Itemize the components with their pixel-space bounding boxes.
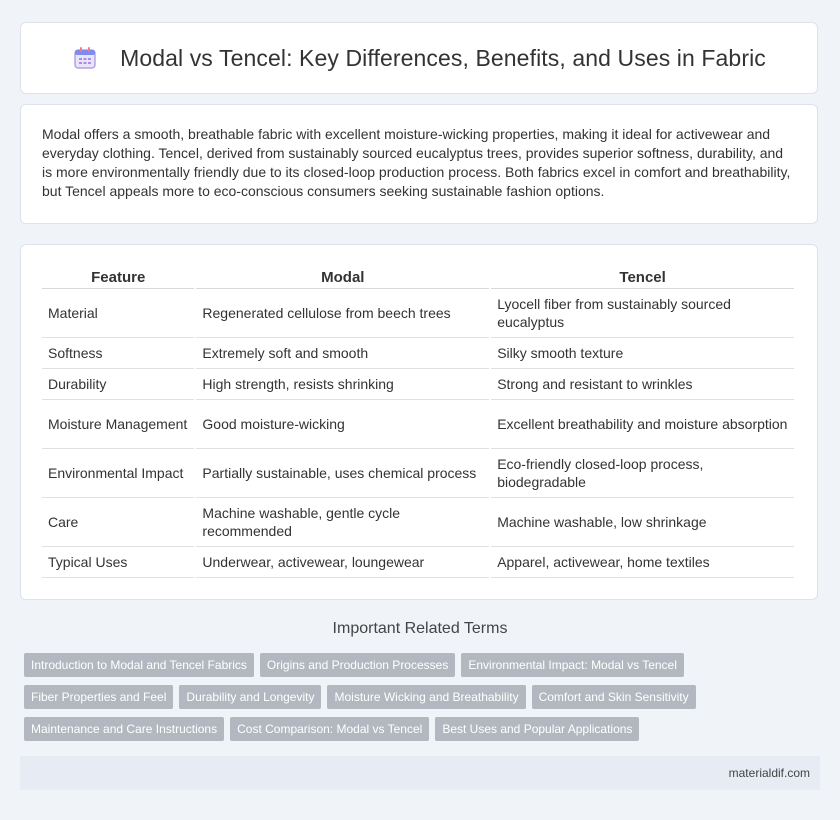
table-cell-modal: Machine washable, gentle cycle recommended bbox=[196, 498, 489, 547]
table-cell-modal: Extremely soft and smooth bbox=[196, 338, 489, 369]
column-header-modal: Modal bbox=[196, 265, 489, 289]
table-row bbox=[42, 449, 794, 498]
table-cell-tencel: Silky smooth texture bbox=[491, 338, 794, 369]
calendar-icon bbox=[72, 45, 98, 71]
table-cell-modal: Partially sustainable, uses chemical process bbox=[196, 449, 489, 498]
table-cell-modal: Underwear, activewear, loungewear bbox=[196, 547, 489, 578]
related-term-link[interactable]: Moisture Wicking and Breathability bbox=[327, 685, 525, 709]
intro-card bbox=[20, 104, 818, 224]
table-cell-tencel: Excellent breathability and moisture absorption bbox=[491, 400, 794, 449]
related-terms-heading: Important Related Terms bbox=[332, 620, 508, 637]
column-header-feature: Feature bbox=[42, 265, 194, 289]
related-term-link[interactable]: Best Uses and Popular Applications bbox=[435, 717, 639, 741]
table-cell-feature: Softness bbox=[42, 338, 194, 369]
table-row bbox=[42, 369, 794, 400]
table-cell-modal: Regenerated cellulose from beech trees bbox=[196, 289, 489, 338]
table-row bbox=[42, 338, 794, 369]
related-term-link[interactable]: Cost Comparison: Modal vs Tencel bbox=[230, 717, 429, 741]
comparison-table bbox=[40, 265, 796, 578]
comparison-table-card bbox=[20, 244, 818, 600]
table-cell-feature: Durability bbox=[42, 369, 194, 400]
table-cell-tencel: Lyocell fiber from sustainably sourced eucalyptus bbox=[491, 289, 794, 338]
related-term-link[interactable]: Durability and Longevity bbox=[179, 685, 321, 709]
title-card bbox=[20, 22, 818, 94]
related-term-link[interactable]: Environmental Impact: Modal vs Tencel bbox=[461, 653, 684, 677]
intro-paragraph: Modal offers a smooth, breathable fabric with excellent moisture-wicking properties, making it ideal for activewear and everyday clothing. Tencel, derived from sustainably sourced eucalyptus trees, provides superior softness, durability, and is more environmentally friendly due to its closed-loop production process. Both fabrics excel in comfort and breathability, but Tencel appeals more to eco-conscious consumers seeking sustainable fashion options. bbox=[42, 126, 791, 199]
table-cell-feature: Typical Uses bbox=[42, 547, 194, 578]
table-cell-tencel: Machine washable, low shrinkage bbox=[491, 498, 794, 547]
table-cell-tencel: Apparel, activewear, home textiles bbox=[491, 547, 794, 578]
table-row bbox=[42, 400, 794, 449]
table-header-row bbox=[42, 265, 794, 289]
page-title: Modal vs Tencel: Key Differences, Benefits, and Uses in Fabric bbox=[120, 44, 766, 71]
table-cell-feature: Care bbox=[42, 498, 194, 547]
table-cell-tencel: Strong and resistant to wrinkles bbox=[491, 369, 794, 400]
related-term-link[interactable]: Fiber Properties and Feel bbox=[24, 685, 173, 709]
table-cell-tencel: Eco-friendly closed-loop process, biodegradable bbox=[491, 449, 794, 498]
related-term-link[interactable]: Introduction to Modal and Tencel Fabrics bbox=[24, 653, 254, 677]
footer-site-name[interactable]: materialdif.com bbox=[728, 766, 810, 780]
column-header-tencel: Tencel bbox=[491, 265, 794, 289]
related-terms-list bbox=[24, 653, 724, 749]
related-term-link[interactable]: Comfort and Skin Sensitivity bbox=[532, 685, 696, 709]
table-cell-feature: Moisture Management bbox=[42, 400, 194, 449]
table-row bbox=[42, 547, 794, 578]
table-cell-modal: High strength, resists shrinking bbox=[196, 369, 489, 400]
related-term-link[interactable]: Origins and Production Processes bbox=[260, 653, 455, 677]
related-term-link[interactable]: Maintenance and Care Instructions bbox=[24, 717, 224, 741]
table-row bbox=[42, 289, 794, 338]
table-cell-feature: Environmental Impact bbox=[42, 449, 194, 498]
table-cell-feature: Material bbox=[42, 289, 194, 338]
table-cell-modal: Good moisture-wicking bbox=[196, 400, 489, 449]
table-row bbox=[42, 498, 794, 547]
footer bbox=[20, 756, 820, 790]
